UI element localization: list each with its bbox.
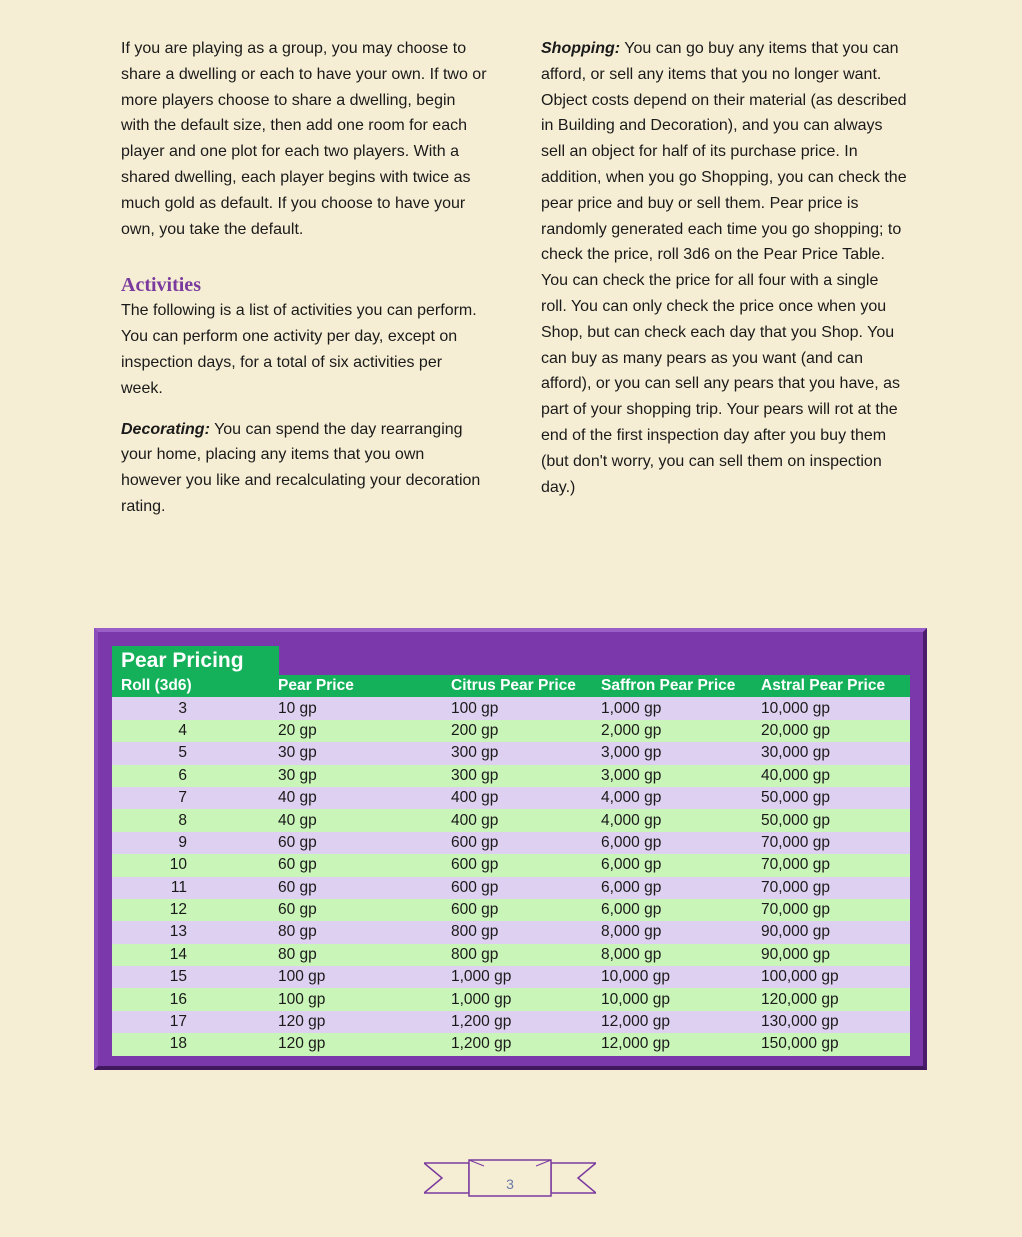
pear-price-cell: 10 gp — [278, 697, 451, 719]
decorating-text: You can spend the day rearranging your home, placing any items that you own however you like and recalculating your decoration rating. — [121, 420, 481, 515]
citrus-pear-price-cell: 300 gp — [451, 765, 601, 787]
citrus-pear-price-cell: 1,000 gp — [451, 966, 601, 988]
astral-pear-price-cell: 20,000 gp — [761, 720, 910, 742]
roll-cell: 18 — [112, 1033, 278, 1055]
astral-pear-price-cell: 70,000 gp — [761, 854, 910, 876]
table-row — [112, 720, 910, 742]
pear-price-cell: 30 gp — [278, 742, 451, 764]
citrus-pear-price-cell: 100 gp — [451, 697, 601, 719]
roll-cell: 8 — [112, 809, 278, 831]
decorating-paragraph — [121, 417, 487, 520]
table-row — [112, 921, 910, 943]
shopping-paragraph — [541, 36, 907, 500]
pear-price-cell: 60 gp — [278, 877, 451, 899]
pear-price-cell: 80 gp — [278, 921, 451, 943]
citrus-pear-price-cell: 800 gp — [451, 921, 601, 943]
table-row — [112, 832, 910, 854]
pear-price-cell: 20 gp — [278, 720, 451, 742]
saffron-pear-price-cell: 3,000 gp — [601, 742, 761, 764]
saffron-pear-price-cell: 8,000 gp — [601, 921, 761, 943]
roll-cell: 10 — [112, 854, 278, 876]
saffron-pear-price-cell: 10,000 gp — [601, 988, 761, 1010]
astral-pear-price-cell: 100,000 gp — [761, 966, 910, 988]
pear-price-cell: 120 gp — [278, 1011, 451, 1033]
saffron-pear-price-cell: 3,000 gp — [601, 765, 761, 787]
table-row — [112, 765, 910, 787]
activities-paragraph: The following is a list of activities you can perform. You can perform one activity per day, except on inspection days, for a total of six activities per week. — [121, 302, 477, 397]
astral-pear-price-cell: 40,000 gp — [761, 765, 910, 787]
page-number: 3 — [506, 1176, 514, 1192]
astral-pear-price-cell: 120,000 gp — [761, 988, 910, 1010]
pear-price-cell: 80 gp — [278, 944, 451, 966]
roll-cell: 5 — [112, 742, 278, 764]
right-column — [541, 36, 907, 500]
citrus-pear-price-cell: 600 gp — [451, 854, 601, 876]
astral-pear-price-cell: 70,000 gp — [761, 832, 910, 854]
citrus-pear-price-cell: 1,200 gp — [451, 1033, 601, 1055]
astral-pear-price-cell: 50,000 gp — [761, 809, 910, 831]
astral-pear-price-cell: 130,000 gp — [761, 1011, 910, 1033]
roll-cell: 11 — [112, 877, 278, 899]
astral-pear-price-cell: 90,000 gp — [761, 921, 910, 943]
roll-cell: 4 — [112, 720, 278, 742]
pear-table-title: Pear Pricing — [112, 646, 279, 675]
table-row — [112, 877, 910, 899]
astral-pear-price-cell: 10,000 gp — [761, 697, 910, 719]
pear-price-cell: 40 gp — [278, 787, 451, 809]
astral-pear-price-cell: 70,000 gp — [761, 899, 910, 921]
citrus-pear-price-cell: 800 gp — [451, 944, 601, 966]
roll-cell: 15 — [112, 966, 278, 988]
pear-price-cell: 60 gp — [278, 854, 451, 876]
citrus-pear-price-cell: 400 gp — [451, 787, 601, 809]
table-row — [112, 1011, 910, 1033]
pear-price-table — [112, 675, 910, 1056]
header-saffron-pear-price: Saffron Pear Price — [601, 675, 761, 697]
table-row — [112, 944, 910, 966]
roll-cell: 3 — [112, 697, 278, 719]
table-row — [112, 809, 910, 831]
left-column — [121, 36, 487, 520]
citrus-pear-price-cell: 600 gp — [451, 832, 601, 854]
pear-price-cell: 100 gp — [278, 966, 451, 988]
header-pear-price: Pear Price — [278, 675, 451, 697]
roll-cell: 17 — [112, 1011, 278, 1033]
saffron-pear-price-cell: 6,000 gp — [601, 877, 761, 899]
roll-cell: 6 — [112, 765, 278, 787]
header-roll: Roll (3d6) — [112, 675, 278, 697]
saffron-pear-price-cell: 4,000 gp — [601, 787, 761, 809]
table-row — [112, 988, 910, 1010]
citrus-pear-price-cell: 200 gp — [451, 720, 601, 742]
citrus-pear-price-cell: 600 gp — [451, 877, 601, 899]
table-row — [112, 1033, 910, 1055]
citrus-pear-price-cell: 600 gp — [451, 899, 601, 921]
astral-pear-price-cell: 90,000 gp — [761, 944, 910, 966]
table-row — [112, 854, 910, 876]
citrus-pear-price-cell: 1,000 gp — [451, 988, 601, 1010]
saffron-pear-price-cell: 6,000 gp — [601, 899, 761, 921]
roll-cell: 13 — [112, 921, 278, 943]
roll-cell: 7 — [112, 787, 278, 809]
pear-price-cell: 60 gp — [278, 899, 451, 921]
saffron-pear-price-cell: 6,000 gp — [601, 832, 761, 854]
astral-pear-price-cell: 150,000 gp — [761, 1033, 910, 1055]
header-astral-pear-price: Astral Pear Price — [761, 675, 910, 697]
saffron-pear-price-cell: 2,000 gp — [601, 720, 761, 742]
table-row — [112, 899, 910, 921]
astral-pear-price-cell: 70,000 gp — [761, 877, 910, 899]
table-row — [112, 742, 910, 764]
shopping-term: Shopping: — [541, 40, 621, 57]
shopping-text: You can go buy any items that you can afford, or sell any items that you no longer want. Object costs depend on their material (as described in Building and Decoration), and you can always sell an object for half of its purchase price. In addition, when you go Shopping, you can check the pear price and buy or sell them. Pear price is randomly generated each time you go shopping; to check the price, roll 3d6 on the Pear Price Table. You can check the price for all four with a single roll. You can only check the price once when you Shop, but can check each day that you Shop. You can buy as many pears as you want (and can afford), or you can sell any pears that you have, as part of your shopping trip. Your pears will rot at the end of the first inspection day after you buy them (but don't worry, you can sell them on inspection day.) — [541, 40, 907, 496]
saffron-pear-price-cell: 4,000 gp — [601, 809, 761, 831]
saffron-pear-price-cell: 8,000 gp — [601, 944, 761, 966]
activities-heading: Activities — [121, 274, 201, 297]
table-header-row — [112, 675, 910, 697]
header-citrus-pear-price: Citrus Pear Price — [451, 675, 601, 697]
table-row — [112, 966, 910, 988]
decorating-term: Decorating: — [121, 420, 210, 438]
group-play-paragraph: If you are playing as a group, you may choose to share a dwelling or each to have your own. If two or more players choose to share a dwelling, begin with the default size, then add one room for each player and one plot for each two players. With a shared dwelling, each player begins with twice as much gold as default. If you choose to have your own, you take the default. — [121, 40, 487, 238]
roll-cell: 9 — [112, 832, 278, 854]
citrus-pear-price-cell: 400 gp — [451, 809, 601, 831]
pear-price-cell: 40 gp — [278, 809, 451, 831]
roll-cell: 16 — [112, 988, 278, 1010]
pear-price-cell: 100 gp — [278, 988, 451, 1010]
saffron-pear-price-cell: 12,000 gp — [601, 1011, 761, 1033]
saffron-pear-price-cell: 12,000 gp — [601, 1033, 761, 1055]
citrus-pear-price-cell: 300 gp — [451, 742, 601, 764]
pear-price-cell: 120 gp — [278, 1033, 451, 1055]
pear-price-cell: 60 gp — [278, 832, 451, 854]
pear-price-cell: 30 gp — [278, 765, 451, 787]
table-row — [112, 787, 910, 809]
roll-cell: 14 — [112, 944, 278, 966]
saffron-pear-price-cell: 1,000 gp — [601, 697, 761, 719]
astral-pear-price-cell: 50,000 gp — [761, 787, 910, 809]
table-row — [112, 697, 910, 719]
astral-pear-price-cell: 30,000 gp — [761, 742, 910, 764]
saffron-pear-price-cell: 6,000 gp — [601, 854, 761, 876]
saffron-pear-price-cell: 10,000 gp — [601, 966, 761, 988]
citrus-pear-price-cell: 1,200 gp — [451, 1011, 601, 1033]
roll-cell: 12 — [112, 899, 278, 921]
